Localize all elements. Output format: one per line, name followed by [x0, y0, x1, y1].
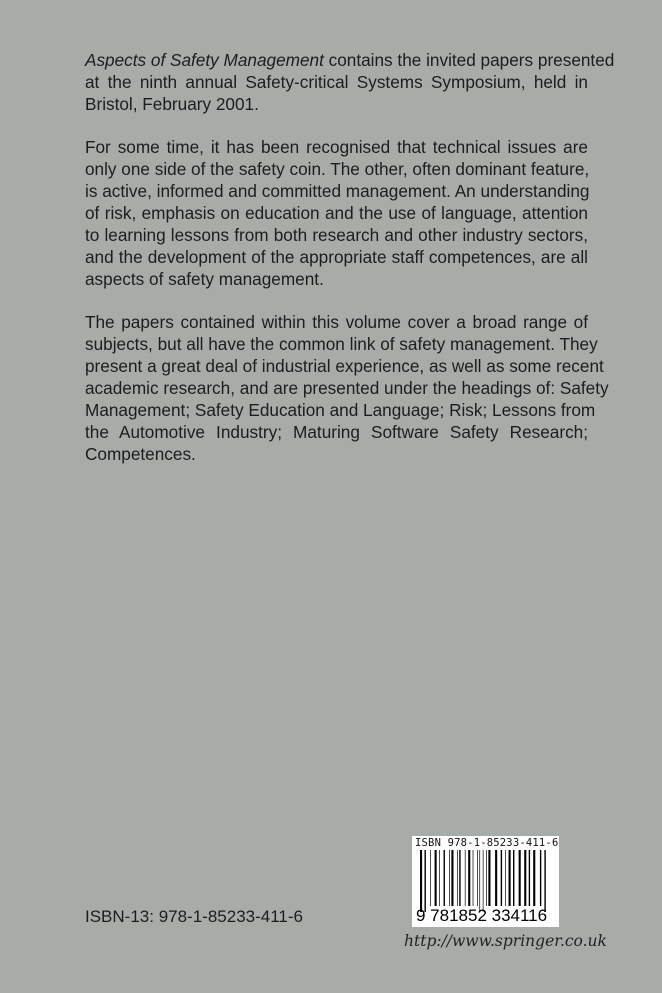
text-line [85, 71, 588, 93]
barcode-bar [540, 850, 541, 906]
barcode-isbn-label: ISBN 978-1-85233-411-6 [415, 837, 559, 849]
text-line [85, 377, 609, 399]
barcode-bar [519, 850, 521, 906]
isbn-barcode [412, 836, 559, 927]
text-line [85, 136, 588, 158]
text-line-content: present a great deal of industrial experience, as well as some recent [85, 356, 604, 376]
text-line-content: Bristol, February 2001. [85, 94, 259, 114]
text-line-content: The papers contained within this volume cover a broad range of [85, 312, 588, 332]
barcode-bar [473, 850, 474, 906]
description-paragraph [85, 49, 615, 115]
barcode-bars [420, 850, 550, 912]
text-line [85, 49, 615, 71]
barcode-bar [501, 850, 502, 906]
barcode-bar [430, 850, 431, 906]
text-line-content: the Automotive Industry; Maturing Software Safety Research; [85, 422, 588, 442]
text-line-content: and the development of the appropriate staff competences, are all [85, 247, 588, 267]
text-line [85, 202, 588, 224]
text-line-content: academic research, and are presented under the headings of: Safety [85, 378, 609, 398]
text-line-content: contains the invited papers presented [323, 50, 615, 70]
text-line [85, 93, 588, 115]
text-line-content: aspects of safety management. [85, 269, 324, 289]
description-paragraph [85, 311, 609, 465]
text-line [85, 355, 604, 377]
text-line-content: Competences. [85, 444, 196, 464]
text-line [85, 311, 588, 333]
text-line [85, 224, 588, 246]
barcode-bar [524, 850, 526, 906]
isbn-13-label: ISBN-13: 978-1-85233-411-6 [85, 907, 303, 926]
text-line-content: at the ninth annual Safety-critical Systems Symposium, held in [85, 72, 588, 92]
barcode-bar [465, 850, 466, 906]
text-line-content: only one side of the safety coin. The other, often dominant feature, [85, 159, 590, 179]
barcode-bar [533, 850, 535, 906]
text-line [85, 180, 588, 202]
publisher-url[interactable]: http://www.springer.co.uk [404, 932, 607, 950]
barcode-bar [457, 850, 458, 906]
barcode-bar [509, 850, 511, 906]
barcode-bar [459, 850, 460, 906]
text-line-content: of risk, emphasis on education and the use of language, attention [85, 203, 588, 223]
barcode-bar [420, 850, 422, 912]
barcode-bar [505, 850, 506, 906]
barcode-bar [529, 850, 530, 906]
back-cover-description [85, 49, 615, 486]
description-paragraph [85, 136, 588, 290]
barcode-bar [488, 850, 490, 906]
barcode-bar [513, 850, 514, 906]
barcode-bar [439, 850, 440, 906]
text-line [85, 399, 596, 421]
text-line [85, 158, 588, 180]
barcode-bar [444, 850, 445, 906]
text-line-content: Management; Safety Education and Language; Risk; Lessons from [85, 400, 596, 420]
barcode-bar [451, 850, 453, 906]
barcode-bar [435, 850, 437, 906]
barcode-bar [495, 850, 497, 906]
barcode-bar [483, 850, 484, 912]
text-line [85, 268, 588, 290]
book-title: Aspects of Safety Management [85, 50, 324, 70]
text-line [85, 421, 588, 443]
text-line-content: subjects, but all have the common link of safety management. They [85, 334, 598, 354]
text-line [85, 333, 598, 355]
text-line-content: is active, informed and committed management. An understanding [85, 181, 590, 201]
barcode-bar [424, 850, 425, 912]
barcode-bar [544, 850, 545, 912]
barcode-bar [486, 850, 487, 906]
text-line-content: For some time, it has been recognised that technical issues are [85, 137, 588, 157]
barcode-digits: 9 781852 334116 [416, 906, 548, 925]
barcode-bar [449, 850, 450, 906]
barcode-bar [479, 850, 480, 912]
text-line [85, 443, 588, 465]
barcode-bar [477, 850, 478, 906]
text-line [85, 246, 588, 268]
text-line-content: to learning lessons from both research and other industry sectors, [85, 225, 588, 245]
barcode-bar [468, 850, 470, 906]
